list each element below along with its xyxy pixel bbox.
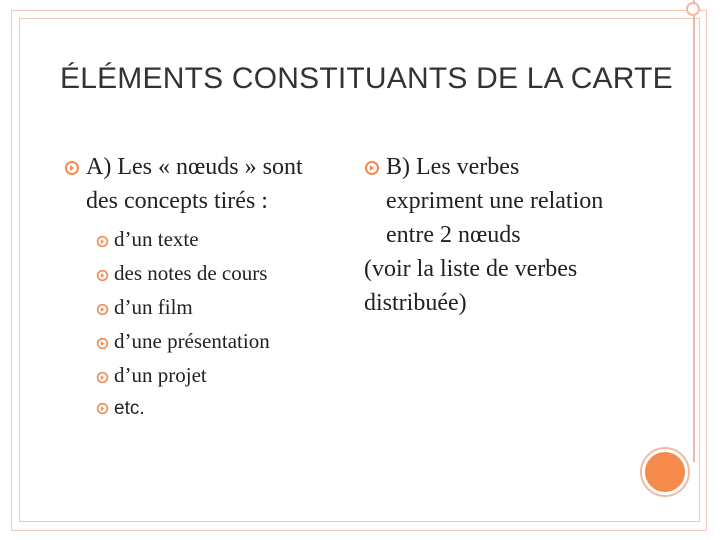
decorative-circle-accent [642,449,688,495]
list-item [96,256,354,290]
arrow-bullet-icon [64,160,80,176]
list-item [96,222,354,256]
list-item [96,358,354,392]
arrow-bullet-icon [96,337,109,350]
arrow-bullet-icon [96,371,109,384]
list-item [96,324,354,358]
arrow-bullet-icon [96,235,109,248]
arrow-bullet-icon [96,402,109,415]
right-lead-line2: expriment une relation [386,188,604,214]
list-item [96,392,354,426]
left-lead [64,150,354,184]
list-item-text: d’un texte [114,227,199,251]
list-item-text: d’un projet [114,363,207,387]
list-item-text: etc. [114,398,145,419]
list-item [96,290,354,324]
arrow-bullet-icon [96,269,109,282]
right-column [364,150,664,320]
list-item-text: d’un film [114,295,193,319]
right-lead-line3: entre 2 nœuds [386,222,521,248]
list-item-text: des notes de cours [114,261,268,285]
decorative-line [693,0,695,462]
list-item-text: d’une présentation [114,329,270,353]
arrow-bullet-icon [364,160,380,176]
arrow-bullet-icon [96,303,109,316]
decorative-circle-small [686,2,700,16]
left-lead-line1: A) Les « nœuds » sont [86,154,303,180]
left-lead-line2: des concepts tirés : [86,188,268,214]
right-lead [364,150,664,184]
right-note-line2: distribuée) [364,290,467,316]
right-lead-line1: B) Les verbes [386,154,520,180]
right-note-line1: (voir la liste de verbes [364,256,578,282]
slide-title: ÉLÉMENTS CONSTITUANTS DE LA CARTE [60,62,673,95]
left-column [64,150,354,426]
